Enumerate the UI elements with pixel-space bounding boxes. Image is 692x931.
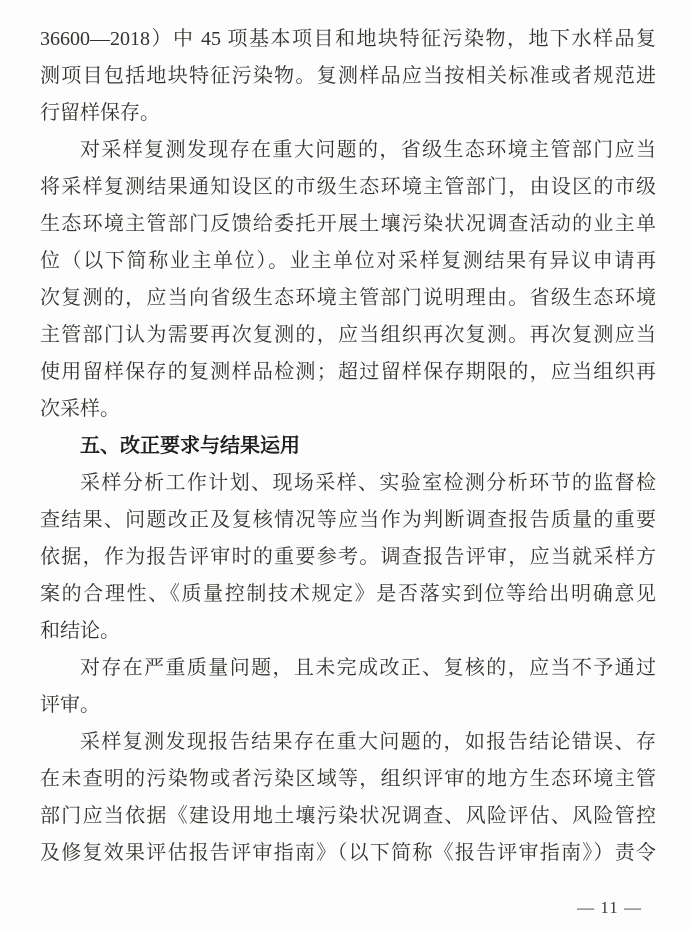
body-line: 采样复测发现报告结果存在重大问题的，如报告结论错误、存	[80, 731, 656, 753]
body-line: 将采样复测结果通知设区的市级生态环境主管部门，由设区的市级	[40, 176, 656, 198]
body-line: 主管部门认为需要再次复测的，应当组织再次复测。再次复测应当	[40, 324, 656, 346]
section-heading: 五、改正要求与结果运用	[80, 435, 300, 457]
body-line: 使用留样保存的复测样品检测；超过留样保存期限的，应当组织再	[40, 361, 656, 383]
page-footer	[577, 898, 642, 918]
body-line: 案的合理性、《质量控制技术规定》是否落实到位等给出明确意见	[40, 583, 656, 605]
body-line: 对存在严重质量问题，且未完成改正、复核的，应当不予通过	[80, 657, 656, 679]
page-number: — 11 —	[577, 898, 642, 917]
body-line: 行留样保存。	[40, 102, 160, 124]
body-line: 测项目包括地块特征污染物。复测样品应当按相关标准或者规范进	[40, 65, 656, 87]
body-line: 对采样复测发现存在重大问题的，省级生态环境主管部门应当	[80, 139, 656, 161]
body-line: 依据，作为报告评审时的重要参考。调查报告评审，应当就采样方	[40, 546, 656, 568]
body-line: 次复测的，应当向省级生态环境主管部门说明理由。省级生态环境	[40, 287, 656, 309]
body-line: 评审。	[40, 694, 100, 716]
body-line: 36600—2018）中 45 项基本项目和地块特征污染物，地下水样品复	[40, 28, 656, 50]
body-line: 次采样。	[40, 398, 120, 420]
body-line: 生态环境主管部门反馈给委托开展土壤污染状况调查活动的业主单	[40, 213, 656, 235]
body-line: 部门应当依据《建设用地土壤污染状况调查、风险评估、风险管控	[40, 805, 656, 827]
body-line: 采样分析工作计划、现场采样、实验室检测分析环节的监督检	[80, 472, 656, 494]
body-line: 和结论。	[40, 620, 120, 642]
page-body	[40, 21, 656, 872]
body-line: 及修复效果评估报告评审指南》（以下简称《报告评审指南》）责令	[40, 842, 656, 864]
body-line: 查结果、问题改正及复核情况等应当作为判断调查报告质量的重要	[40, 509, 656, 531]
body-line: 位（以下简称业主单位）。业主单位对采样复测结果有异议申请再	[40, 250, 656, 272]
body-line: 在未查明的污染物或者污染区域等，组织评审的地方生态环境主管	[40, 768, 656, 790]
